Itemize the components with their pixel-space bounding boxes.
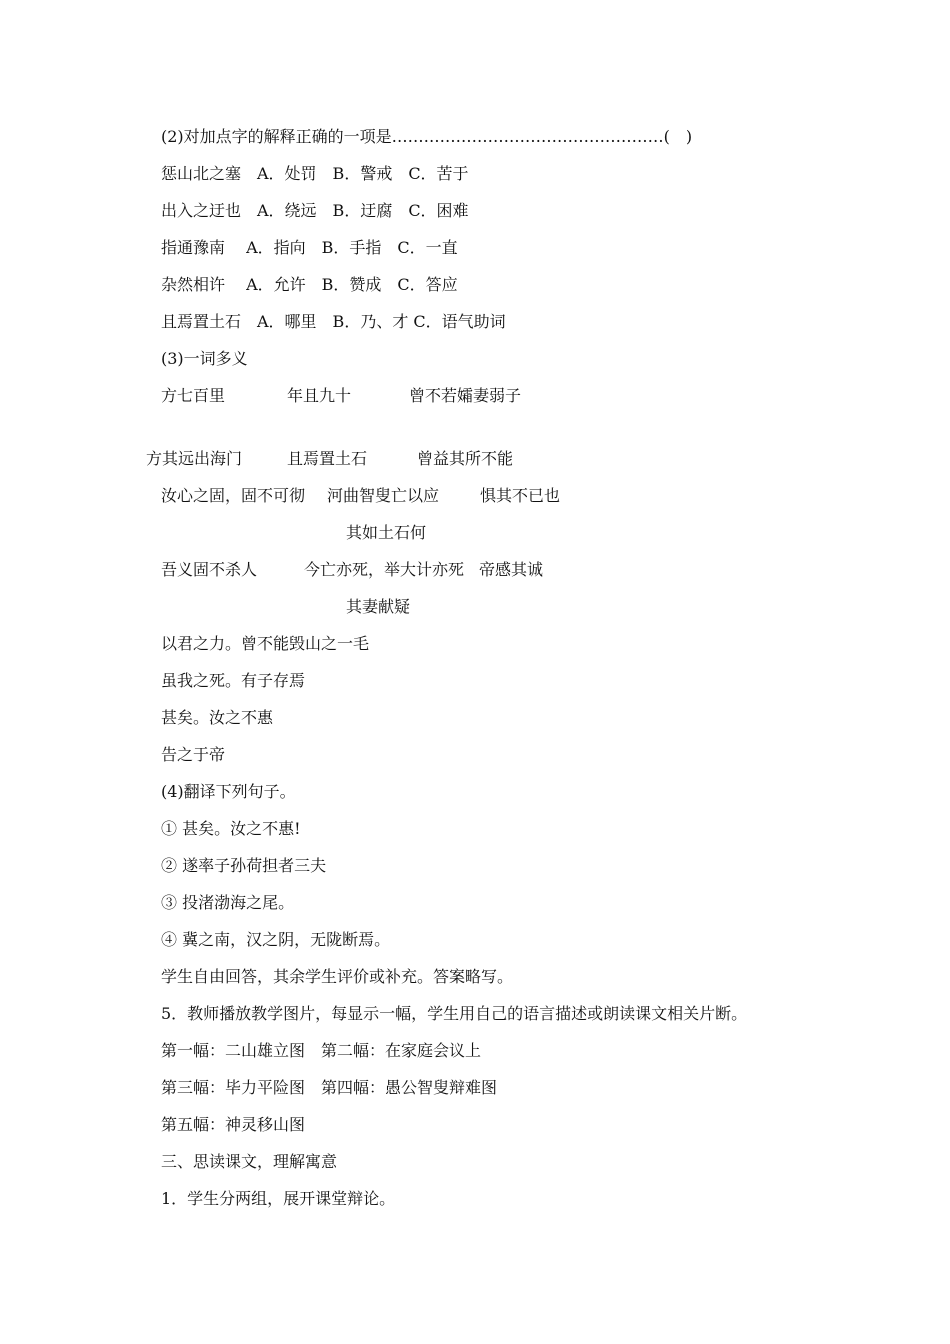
q3-sentence: 虽我之死。有子存焉 [161, 671, 306, 690]
step5-line: 第五幅：神灵移山图 [161, 1115, 306, 1134]
q2-row: 惩山北之塞 A．处罚 B．警戒 C．苦于 [161, 164, 469, 183]
q3-title: (3)一词多义 [161, 349, 248, 368]
section3-item: 1．学生分两组，展开课堂辩论。 [161, 1189, 396, 1208]
q3-word: 其妻献疑 [346, 597, 411, 616]
q2-title: (2)对加点字的解释正确的一项是……………………………………………( ) [161, 127, 693, 146]
step5-line: 第一幅：二山雄立图 第二幅：在家庭会议上 [161, 1041, 482, 1060]
q3-word: 帝感其诚 [479, 560, 544, 579]
q2-row: 且焉置土石 A．哪里 B．乃、才 C．语气助词 [161, 312, 506, 331]
q4-title: (4)翻译下列句子。 [161, 782, 296, 801]
q3-word: 方其远出海门 [146, 449, 243, 468]
q3-word: 曾益其所不能 [417, 449, 514, 468]
q3-word: 河曲智叟亡以应 [327, 486, 440, 505]
q2-row: 杂然相许 A．允许 B．赞成 C．答应 [161, 275, 458, 294]
section3-title: 三、思读课文，理解寓意 [161, 1152, 338, 1171]
q3-sentence: 甚矣。汝之不惠 [161, 708, 274, 727]
q4-item: ③ 投渚渤海之尾。 [161, 893, 295, 912]
q3-word: 曾不若孀妻弱子 [409, 386, 522, 405]
q3-sentence: 告之于帝 [161, 745, 226, 764]
q4-item: ② 遂率子孙荷担者三夫 [161, 856, 327, 875]
q3-word: 方七百里 [161, 386, 226, 405]
step5-title: 5．教师播放教学图片，每显示一幅，学生用自己的语言描述或朗读课文相关片断。 [161, 1004, 748, 1023]
q3-word: 汝心之固，固不可彻 [161, 486, 306, 505]
q2-row: 出入之迂也 A．绕远 B．迂腐 C．困难 [161, 201, 469, 220]
q3-sentence: 以君之力。曾不能毁山之一毛 [161, 634, 370, 653]
q4-item: ④ 冀之南，汉之阴，无陇断焉。 [161, 930, 391, 949]
q3-word: 今亡亦死，举大计亦死 [304, 560, 465, 579]
q3-word: 惧其不已也 [480, 486, 561, 505]
q4-item: ① 甚矣。汝之不惠! [161, 819, 301, 838]
step5-line: 第三幅：毕力平险图 第四幅：愚公智叟辩难图 [161, 1078, 498, 1097]
q2-row: 指通豫南 A．指向 B．手指 C．一直 [161, 238, 458, 257]
q3-word: 年且九十 [287, 386, 352, 405]
q3-word: 且焉置土石 [287, 449, 368, 468]
answer-note: 学生自由回答，其余学生评价或补充。答案略写。 [161, 967, 514, 986]
q3-word: 吾义固不杀人 [161, 560, 258, 579]
q3-word: 其如土石何 [346, 523, 427, 542]
